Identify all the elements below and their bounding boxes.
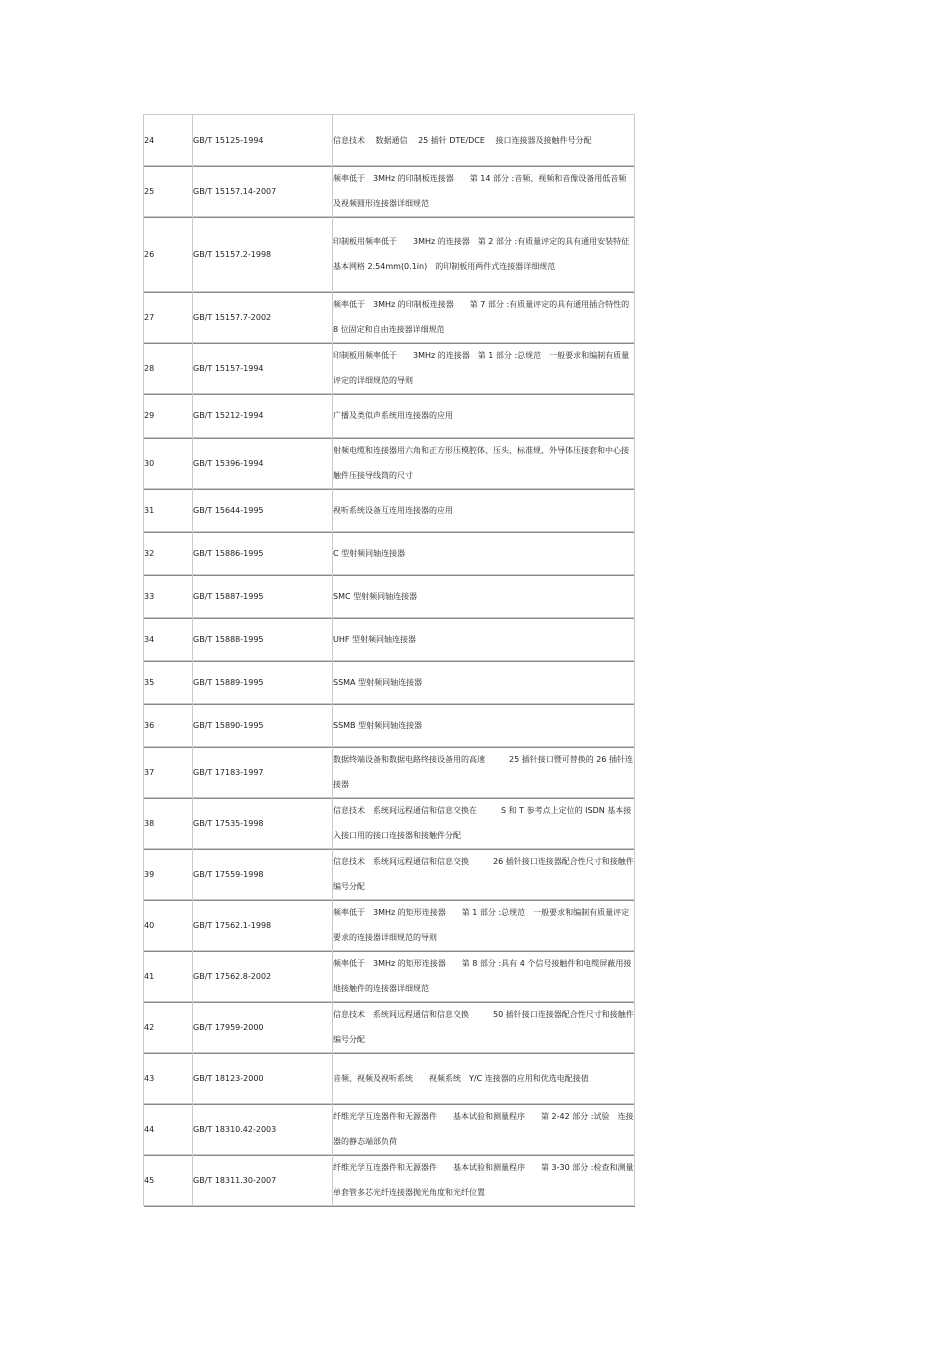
row-number: 28 [144,343,193,394]
row-number: 31 [144,489,193,532]
table-row [144,704,635,747]
row-number: 40 [144,900,193,951]
standard-code: GB/T 15890-1995 [193,704,333,747]
row-number: 27 [144,292,193,343]
table-row [144,489,635,532]
standard-title: 纤维光学互连器件和无源器件 基本试验和测量程序 第 3-30 部分 :检查和测量 单套管多芯光纤连接器抛光角度和光纤位置 [333,1155,635,1206]
standard-title: UHF 型射频同轴连接器 [333,618,635,661]
standard-title: SSMA 型射频同轴连接器 [333,661,635,704]
table-row [144,951,635,1002]
standard-code: GB/T 15396-1994 [193,438,333,489]
standard-code: GB/T 15157-1994 [193,343,333,394]
standard-title: 频率低于 3MHz 的印制板连接器 第 7 部分 :有质量评定的具有通用插合特性的 8 位固定和自由连接器详细规范 [333,292,635,343]
row-number: 44 [144,1104,193,1155]
standard-code: GB/T 17183-1997 [193,747,333,798]
standard-code: GB/T 18311.30-2007 [193,1155,333,1206]
row-number: 38 [144,798,193,849]
standard-code: GB/T 17959-2000 [193,1002,333,1053]
standard-code: GB/T 15157.14-2007 [193,166,333,217]
row-number: 29 [144,394,193,438]
table-row [144,532,635,575]
table-row [144,618,635,661]
standard-code: GB/T 15644-1995 [193,489,333,532]
row-number: 45 [144,1155,193,1206]
row-number: 41 [144,951,193,1002]
row-number: 25 [144,166,193,217]
standard-code: GB/T 18310.42-2003 [193,1104,333,1155]
standard-code: GB/T 15888-1995 [193,618,333,661]
standard-code: GB/T 15157.7-2002 [193,292,333,343]
standard-title: SSMB 型射频同轴连接器 [333,704,635,747]
table-row [144,394,635,438]
standard-code: GB/T 15889-1995 [193,661,333,704]
table-row [144,217,635,292]
standard-code: GB/T 15887-1995 [193,575,333,618]
table-row [144,1002,635,1053]
standard-title: 射频电缆和连接器用六角和正方形压模腔体、压头、标准规、外导体压接套和中心接触件压接导线筒的尺寸 [333,438,635,489]
standard-code: GB/T 17559-1998 [193,849,333,900]
standard-title: 信息技术 系统间远程通信和信息交换在 S 和 T 参考点上定位的 ISDN 基本接入接口用的接口连接器和接触件分配 [333,798,635,849]
table-row [144,575,635,618]
standard-code: GB/T 15886-1995 [193,532,333,575]
row-number: 37 [144,747,193,798]
table-row [144,1104,635,1155]
standards-table-body [144,115,642,1206]
row-number: 42 [144,1002,193,1053]
standard-title: 广播及类似声系统用连接器的应用 [333,394,635,438]
table-row [144,798,635,849]
row-number: 35 [144,661,193,704]
standard-title: 纤维光学互连器件和无源器件 基本试验和测量程序 第 2-42 部分 :试验 连接器的静态端部负荷 [333,1104,635,1155]
standard-title: C 型射频同轴连接器 [333,532,635,575]
row-number: 30 [144,438,193,489]
standard-title: 数据终端设备和数据电路终接设备用的高速 25 插针接口暨可替换的 26 插针连接器 [333,747,635,798]
row-number: 36 [144,704,193,747]
standard-title: 视听系统设备互连用连接器的应用 [333,489,635,532]
table-row [144,747,635,798]
standard-code: GB/T 17562.1-1998 [193,900,333,951]
table-row [144,1053,635,1104]
standard-title: SMC 型射频同轴连接器 [333,575,635,618]
table-row [144,166,635,217]
table-row [144,438,635,489]
table-row [144,343,635,394]
standard-title: 信息技术 数据通信 25 插针 DTE/DCE 接口连接器及接触件号分配 [333,115,635,166]
table-row [144,900,635,951]
standard-code: GB/T 18123-2000 [193,1053,333,1104]
standard-title: 印制板用频率低于 3MHz 的连接器 第 2 部分 :有质量评定的具有通用安装特征 基本网格 2.54mm(0.1in) 的印制板用两件式连接器详细规范 [333,217,635,292]
standard-title: 频率低于 3MHz 的矩形连接器 第 1 部分 :总规范 一般要求和编制有质量评定要求的连接器详细规范的导则 [333,900,635,951]
standard-title: 印制板用频率低于 3MHz 的连接器 第 1 部分 :总规范 一般要求和编制有质量评定的详细规范的导则 [333,343,635,394]
row-number: 32 [144,532,193,575]
row-number: 34 [144,618,193,661]
row-number: 26 [144,217,193,292]
standard-title: 音频、视频及视听系统 视频系统 Y/C 连接器的应用和优选电配接值 [333,1053,635,1104]
table-row [144,849,635,900]
table-row [144,292,635,343]
table-row [144,115,635,166]
standard-code: GB/T 15212-1994 [193,394,333,438]
row-number: 39 [144,849,193,900]
standard-title: 频率低于 3MHz 的矩形连接器 第 8 部分 :具有 4 个信号接触件和电缆屏蔽用接地接触件的连接器详细规范 [333,951,635,1002]
row-number: 43 [144,1053,193,1104]
table-row [144,1155,635,1206]
standard-code: GB/T 17562.8-2002 [193,951,333,1002]
standard-code: GB/T 17535-1998 [193,798,333,849]
standards-table [143,114,642,1206]
table-row [144,661,635,704]
standard-title: 信息技术 系统间远程通信和信息交换 26 插针接口连接器配合性尺寸和接触件编号分配 [333,849,635,900]
standard-title: 频率低于 3MHz 的印制板连接器 第 14 部分 :音频、视频和音像设备用低音频及视频圆形连接器详细规范 [333,166,635,217]
standard-code: GB/T 15157.2-1998 [193,217,333,292]
standard-title: 信息技术 系统间远程通信和信息交换 50 插针接口连接器配合性尺寸和接触件编号分配 [333,1002,635,1053]
standard-code: GB/T 15125-1994 [193,115,333,166]
row-number: 33 [144,575,193,618]
row-number: 24 [144,115,193,166]
